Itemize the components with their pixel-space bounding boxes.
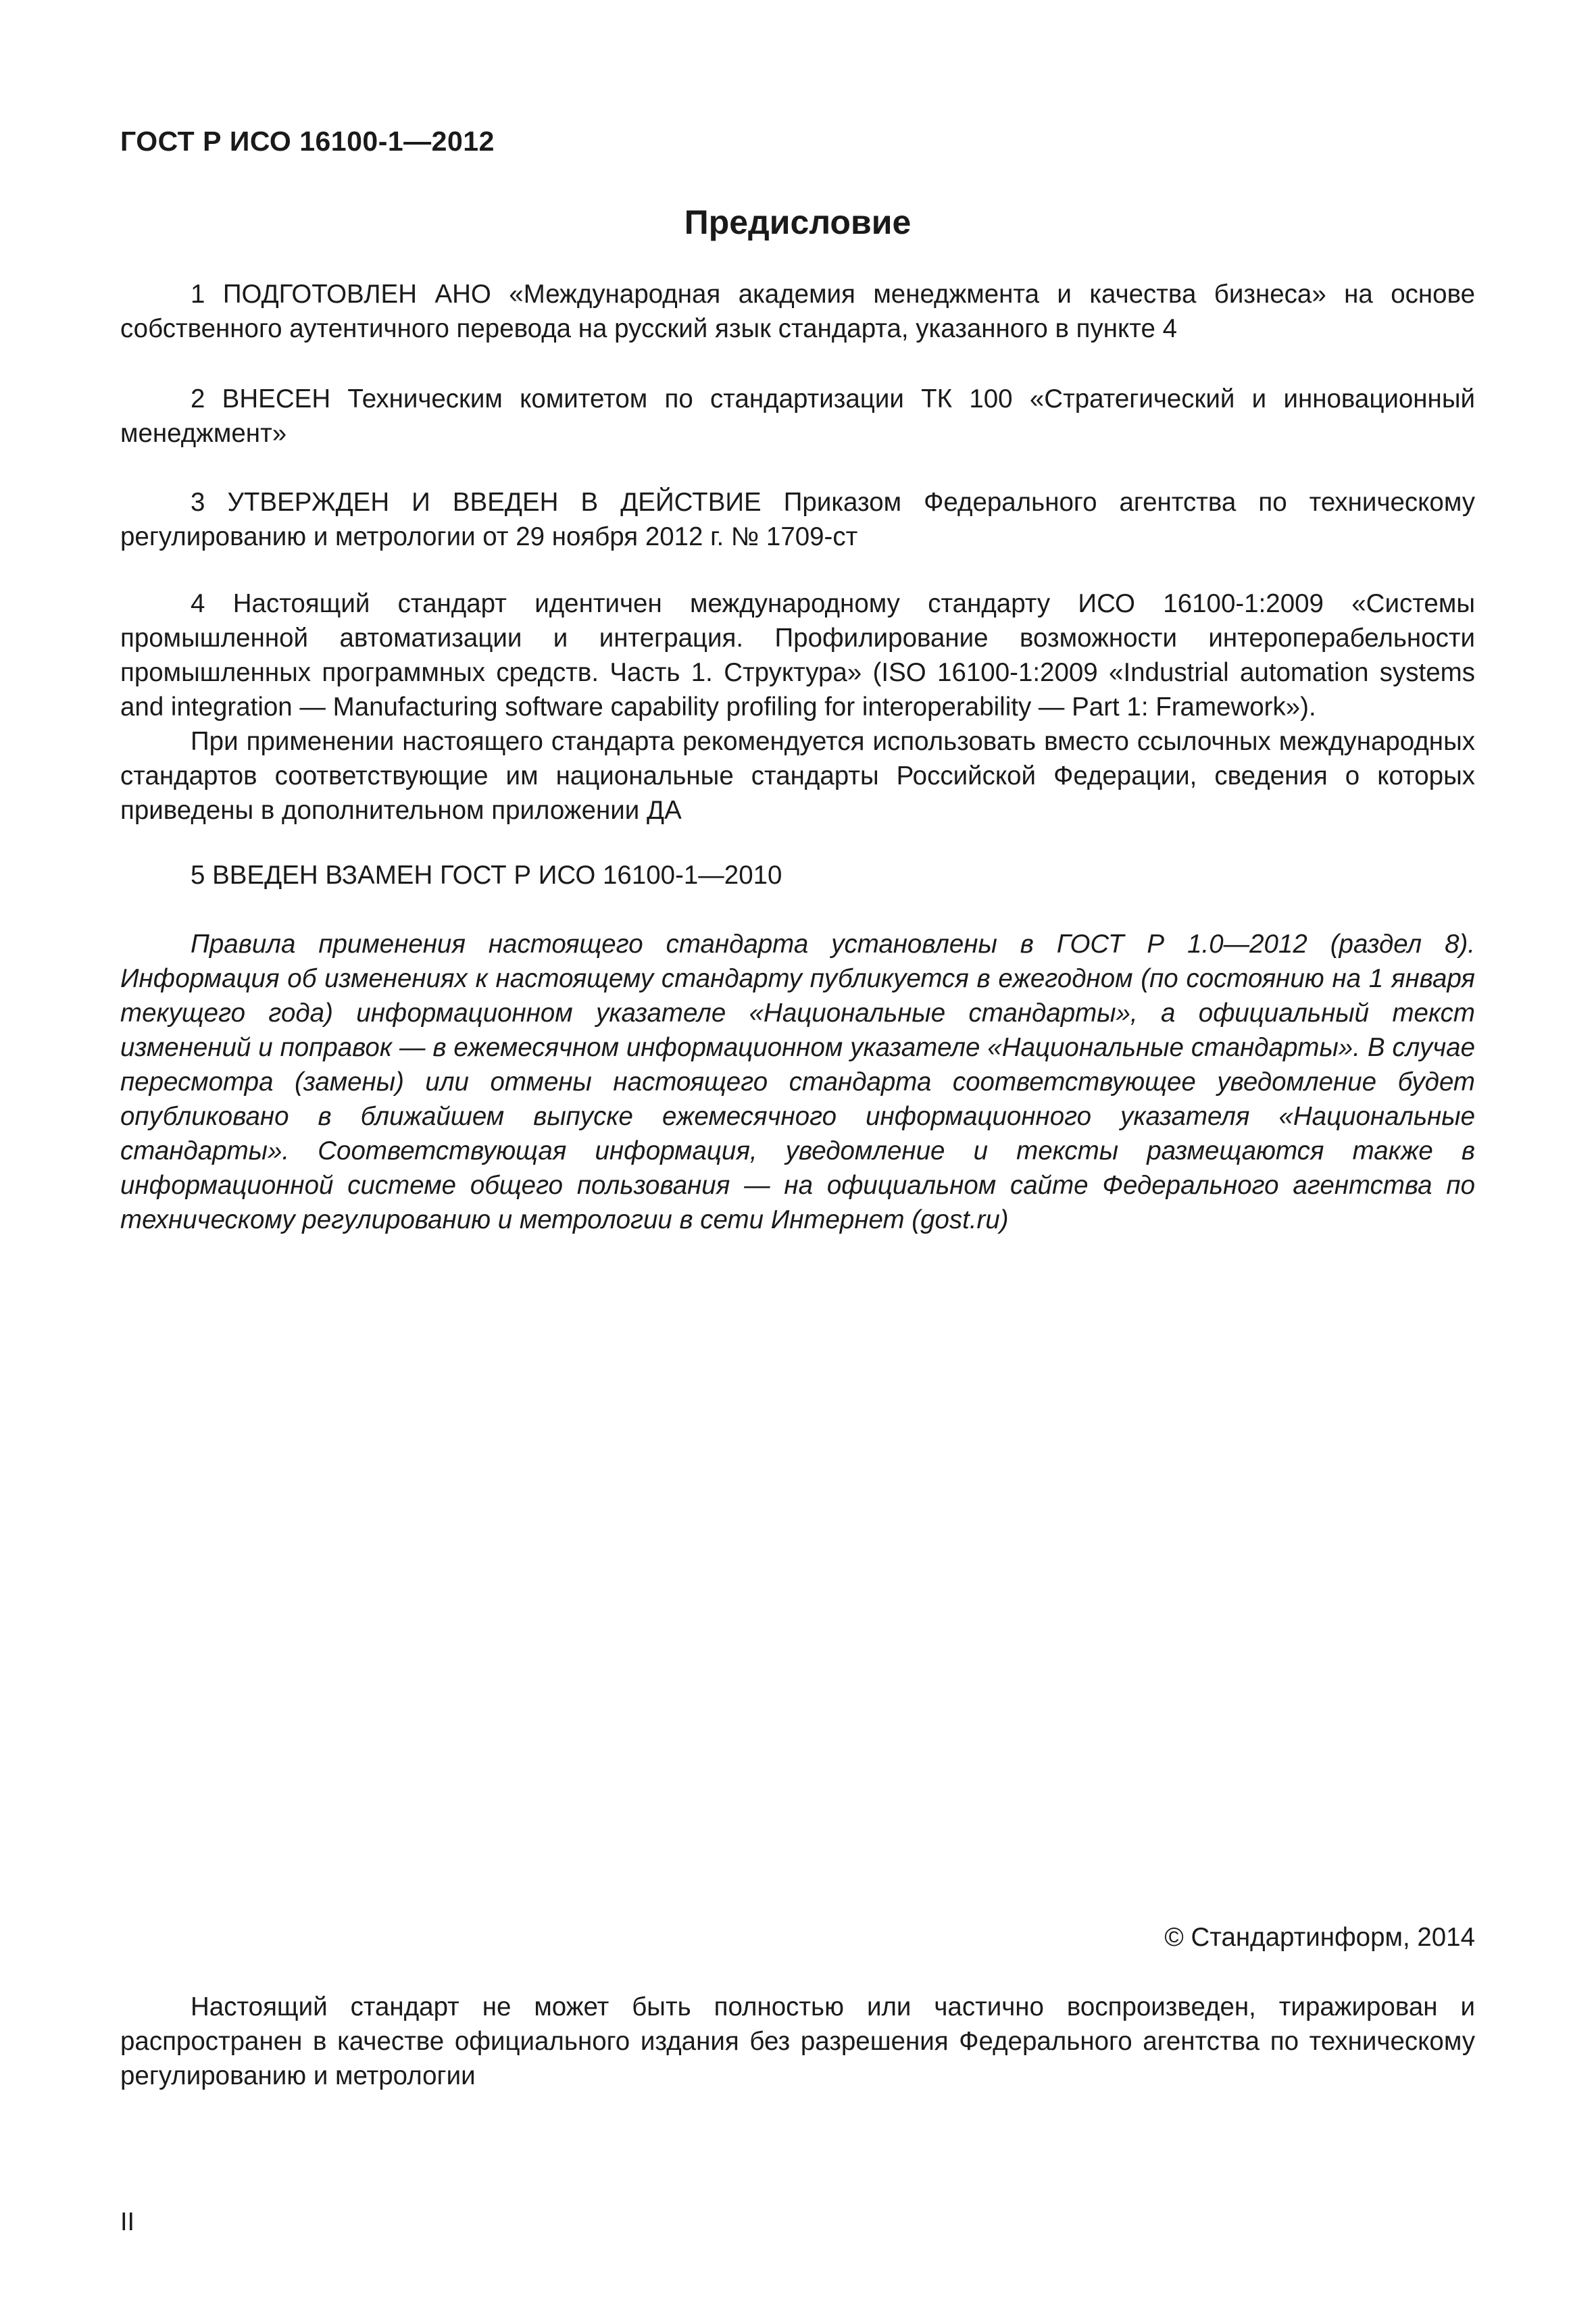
document-code: ГОСТ Р ИСО 16100-1—2012 [120, 126, 495, 157]
paragraph-5-text: 5 ВВЕДЕН ВЗАМЕН ГОСТ Р ИСО 16100-1—2010 [191, 861, 782, 890]
application-rules [120, 927, 1475, 1237]
paragraph-3 [120, 485, 1475, 554]
reproduction-notice-text: Настоящий стандарт не может быть полностью или частично воспроизведен, тиражирован и распространен в качестве официального издания без разрешения Федерального агентства по техническому регулированию и метрологии [120, 1992, 1475, 2090]
page-number: II [120, 2208, 135, 2236]
paragraph-4 [120, 586, 1475, 828]
application-rules-text: Правила применения настоящего стандарта установлены в ГОСТ Р 1.0—2012 (раздел 8). Информация об изменениях к настоящему стандарту публикуется в ежегодном (по состоянию на 1 января текущего года) информационном указателе «Национальные стандарты», а официальный текст изменений и поправок — в ежемесячном информационном указателе «Национальные стандарты». В случае пересмотра (замены) или отмены настоящего стандарта соответствующее уведомление будет опубликовано в ближайшем выпуске ежемесячного информационного указателя «Национальные стандарты». Соответствующая информация, уведомление и тексты размещаются также в информационной системе общего пользования — на официальном сайте Федерального агентства по техническому регулированию и метрологии в сети Интернет (gost.ru) [120, 930, 1475, 1234]
page-title: Предисловие [684, 203, 912, 241]
paragraph-5 [120, 858, 1475, 892]
paragraph-4-text: 4 Настоящий стандарт идентичен международному стандарту ИСО 16100-1:2009 «Системы промышленной автоматизации и интеграция. Профилирование возможности интероперабельности промышленных программных средств. Часть 1. Структура» (ISO 16100-1:2009 «Industrial automation systems and integration — Manufacturing software capability profiling for interoperability — Part 1: Framework»). [120, 589, 1475, 722]
reproduction-notice [120, 1990, 1475, 2093]
paragraph-3-text: 3 УТВЕРЖДЕН И ВВЕДЕН В ДЕЙСТВИЕ Приказом Федерального агентства по техническому регулированию и метрологии от 29 ноября 2012 г. № 1709-ст [120, 488, 1475, 551]
copyright: © Стандартинформ, 2014 [1164, 1923, 1475, 1952]
paragraph-4-note: При применении настоящего стандарта рекомендуется использовать вместо ссылочных международных стандартов соответствующие им национальные стандарты Российской Федерации, сведения о которых приведены в дополнительном приложении ДА [120, 727, 1475, 825]
paragraph-1 [120, 277, 1475, 346]
paragraph-1-text: 1 ПОДГОТОВЛЕН АНО «Международная академия менеджмента и качества бизнеса» на основе собственного аутентичного перевода на русский язык стандарта, указанного в пункте 4 [120, 280, 1475, 343]
paragraph-2 [120, 382, 1475, 451]
paragraph-2-text: 2 ВНЕСЕН Техническим комитетом по стандартизации ТК 100 «Стратегический и инновационный менеджмент» [120, 384, 1475, 448]
